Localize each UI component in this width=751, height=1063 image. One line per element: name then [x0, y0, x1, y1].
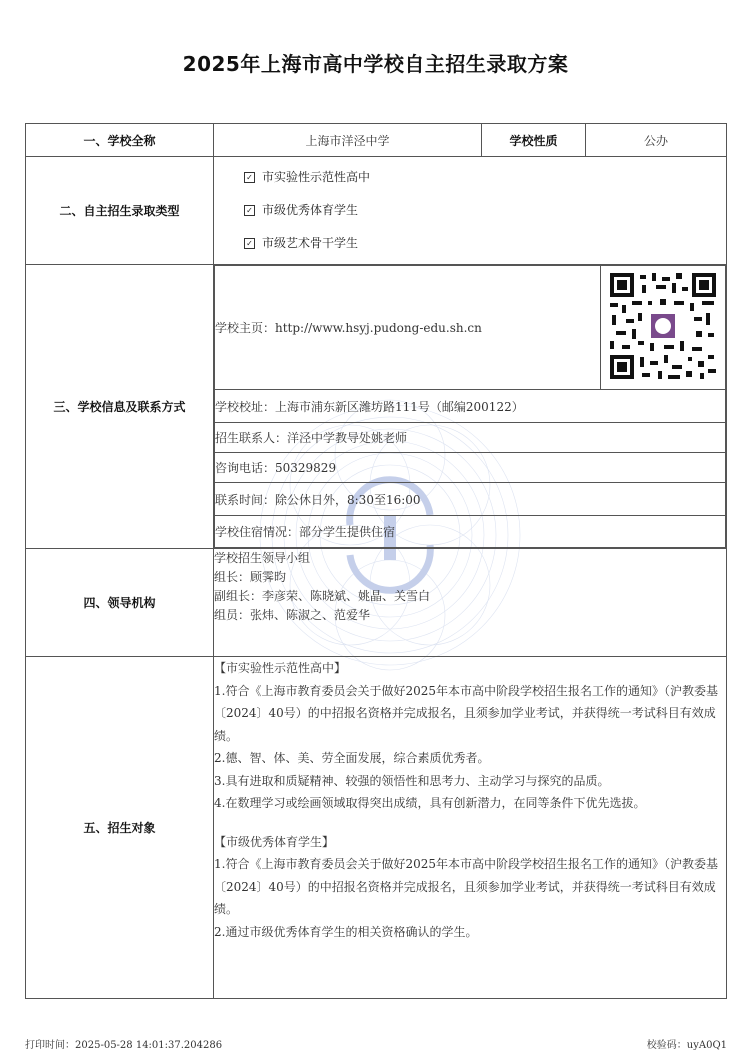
- address-text: 学校校址：上海市浦东新区潍坊路111号（邮编200122）: [215, 390, 726, 423]
- admission-type-item: [244, 227, 726, 260]
- leadership-line: 组员：张炜、陈淑之、范爱华: [214, 608, 371, 622]
- section-heading: 【市级优秀体育学生】: [214, 834, 335, 849]
- homepage-text: 学校主页：http://www.hsyj.pudong-edu.sh.cn: [215, 266, 601, 390]
- label-admission-types: 二、自主招生录取类型: [26, 157, 214, 265]
- leadership-line: 副组长：李彦荣、陈晓斌、姚晶、关雪白: [214, 589, 431, 603]
- requirement-item: 4.在数理学习或绘画领域取得突出成绩，具有创新潜力，在同等条件下优先选拔。: [214, 796, 646, 810]
- requirement-item: 2.通过市级优秀体育学生的相关资格确认的学生。: [214, 924, 478, 939]
- row-admission-targets: [26, 657, 727, 999]
- admission-type-label: 市级优秀体育学生: [262, 203, 359, 217]
- checked-box-icon: ✓: [244, 172, 255, 183]
- requirement-item: 2.德、智、体、美、劳全面发展，综合素质优秀者。: [214, 751, 490, 765]
- row-school-info: [26, 265, 727, 549]
- qr-code-icon: [608, 271, 718, 381]
- row-admission-types: [26, 157, 727, 265]
- checked-box-icon: ✓: [244, 205, 255, 216]
- requirement-item: 1.符合《上海市教育委员会关于做好2025年本市高中阶段学校招生报名工作的通知》（沪教委基〔2024〕40号）的中招报名资格并完成报名，且须参加学业考试，并获得统一考试科目有效成绩。: [214, 683, 718, 743]
- checked-box-icon: ✓: [244, 238, 255, 249]
- admission-type-list: [214, 157, 726, 264]
- label-school-name: 一、学校全称: [26, 124, 214, 157]
- contact-person-text: 招生联系人：洋泾中学教导处姚老师: [215, 423, 726, 453]
- school-info-block: [214, 265, 726, 548]
- row-leadership: [26, 549, 727, 657]
- school-nature-value: 公办: [586, 124, 727, 157]
- admission-type-item: [244, 161, 726, 194]
- label-school-nature: 学校性质: [482, 124, 586, 157]
- row-school-name: [26, 124, 727, 157]
- leadership-line: 学校招生领导小组: [214, 551, 311, 565]
- admission-type-item: [244, 194, 726, 227]
- qr-code-cell: [601, 266, 726, 390]
- school-name-value: 上海市洋泾中学: [214, 124, 482, 157]
- page-title: 2025年上海市高中学校自主招生录取方案: [182, 52, 569, 76]
- phone-text: 咨询电话：50329829: [215, 453, 726, 483]
- section-heading: 【市实验性示范性高中】: [214, 661, 347, 675]
- print-time: 打印时间：2025-05-28 14:01:37.204286: [25, 1040, 223, 1051]
- dorm-text: 学校住宿情况：部分学生提供住宿: [215, 516, 726, 548]
- admission-type-label: 市实验性示范性高中: [262, 170, 371, 184]
- label-admission-targets: 五、招生对象: [26, 657, 214, 999]
- requirement-item: 1.符合《上海市教育委员会关于做好2025年本市高中阶段学校招生报名工作的通知》（沪教委基〔2024〕40号）的中招报名资格并完成报名，且须参加学业考试，并获得统一考试科目有效成绩。: [214, 857, 718, 916]
- checksum: 校验码：uyA0Q1: [646, 1040, 727, 1051]
- admission-type-label: 市级艺术骨干学生: [262, 236, 359, 250]
- admission-targets-block: [214, 657, 727, 999]
- contact-hours-text: 联系时间：除公休日外，8:30至16:00: [215, 483, 726, 516]
- requirement-item: 3.具有进取和质疑精神、较强的领悟性和思考力、主动学习与探究的品质。: [214, 773, 610, 788]
- leadership-block: [214, 549, 727, 657]
- leadership-line: 组长：顾霁昀: [214, 570, 287, 584]
- admission-table: [25, 123, 727, 999]
- label-school-info: 三、学校信息及联系方式: [26, 265, 214, 549]
- label-leadership: 四、领导机构: [26, 549, 214, 657]
